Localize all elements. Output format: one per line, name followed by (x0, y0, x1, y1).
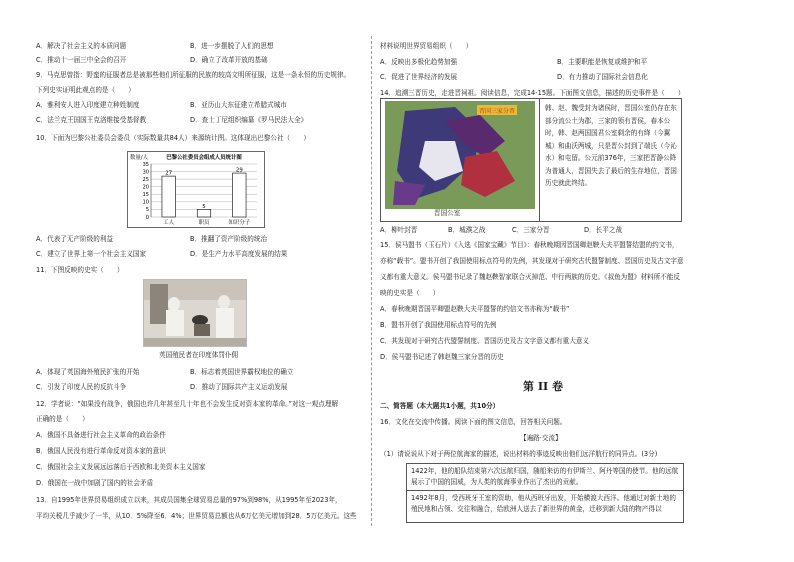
q10-opt-a[interactable]: A．代表了无产阶级的利益 (36, 235, 114, 243)
chart-title: 巴黎公社委员会组成人员统计图 (166, 155, 242, 161)
q11-opt-c[interactable]: C．引发了印度人民的反抗斗争 (36, 383, 127, 391)
q12-opt-b[interactable]: B．俄国人民没有进行革命反对资本家的意识 (36, 447, 166, 455)
q12-stem-b: 正确的是（ ） (36, 415, 89, 423)
q9-opt-c[interactable]: C．法兰克王国国王克洛维接受基督教 (36, 116, 147, 124)
q15-opt-c[interactable]: C．其发现对于研究古代盟誓制度、晋国历史及古文字意义都有重大意义 (380, 337, 590, 345)
q14-opt-d[interactable]: D．长平之战 (584, 226, 623, 234)
q12-opt-a[interactable]: A．俄国不具备进行社会主义革命的政治条件 (36, 431, 166, 439)
bar-value-label: 27 (165, 170, 173, 177)
jin-map (385, 101, 535, 209)
section-heading: 二、简答题（本大题共1小题，共10分） (380, 402, 500, 410)
q13-stem: 13．自1995年世界贸易组织成立以来，其成员国集全球贸易总量的97%到98%，从1995年至2023年， (36, 496, 342, 504)
q11-opt-b[interactable]: B．标志着英国世界霸权地位的确立 (190, 368, 294, 376)
bar (162, 176, 175, 217)
q8-opt-a[interactable]: A．解决了社会主义的本质问题 (36, 42, 127, 50)
q13-opt-a[interactable]: A．反映出多极化趋势加强 (380, 58, 458, 66)
q9-stem: 9．马克思曾指：野蛮的征服者总是被那些他们所征服的民族的较高文明所征服，这是一条永恒的历史规律。 (36, 71, 351, 79)
y-tick-label: 30 (142, 169, 149, 176)
historical-photo (143, 279, 247, 347)
q16-stem: 16．文化在交流中传播。阅读下面的图文信息，回答相关问题。 (380, 418, 567, 426)
q10-opt-b[interactable]: B．推翻了资产阶级的统治 (190, 235, 268, 243)
bar-value-label: 5 (202, 203, 206, 210)
q14-stem: 14．追溯三晋历史，走进晋祠祖。阅读信息，完成14-15题。下面图文信息，描述的历史事件是（ ） (380, 89, 685, 97)
q9-opt-a[interactable]: A．雅利安人进入印度建立种姓制度 (36, 101, 140, 109)
q13-opt-b[interactable]: B．主要职能是恢复或维护和平 (557, 58, 648, 66)
bar (233, 173, 246, 217)
q9-stem-b: 下列史实证明此观点的是（ ） (36, 86, 135, 94)
q13-stem-b: 平均关税几乎减少了一半，从10．5%降至6．4%；世界贸易总额也从6万亿美元增加到28．5万亿美元。这些 (36, 512, 357, 520)
y-tick-label: 15 (142, 192, 149, 199)
y-tick-label: 35 (142, 161, 149, 168)
info-text: 韩、赵、魏受封为诸侯时，晋国公室仍存在东部分流公土为郡，三家的领有晋侯，春本公时，韩、赵两国国君公室剩余的有绛（今翼城）和曲沃两城，只是晋公封到了端氏（今沁水）和屯留。公元前376年，三家把晋静公降为普通人，晋国失去了最后的生存地位，晋国历史就此终结。 (545, 104, 677, 187)
box-text-2: 1492年8月，受西班牙王室的资助，他从西班牙出发，开始横渡大西洋。他通过对新土地的殖民地和占领、交往和融合，给欧洲人送去了新世界的黄金，迁移到新大陆的物产得以 (411, 494, 676, 513)
q11-stem: 11．下图反映的史实（ ） (36, 266, 124, 274)
q12-stem: 12．学者说：“如果没有战争，俄国也许几年甚至几十年也不会发生反对资本家的革命。”对这一观点理解 (36, 400, 339, 408)
image-caption: 英国殖民者在印度体罚仆佣 (159, 351, 239, 359)
q8-opt-b[interactable]: B．进一步摆脱了人们的思想 (190, 42, 274, 50)
q12-opt-d[interactable]: D．俄国在一战中加剧了国内的社会矛盾 (36, 479, 154, 487)
y-tick-label: 0 (145, 214, 149, 221)
photo-illustration (144, 280, 246, 346)
chart-ylabel: 数量/人 (130, 155, 148, 161)
box-text-1: 1422年，他的船队结束第六次远航归国，随船来访的有伊斯兰、阿丹等国的使节。他的远航展示了中国的国威，为人类的航海事业作出了杰出的贡献。 (411, 467, 679, 486)
q14-opt-b[interactable]: B．城濮之战 (448, 226, 486, 234)
q14-opt-c[interactable]: C．三家分晋 (512, 226, 550, 234)
x-tick-label: 知识分子 (228, 220, 251, 226)
q16-subtitle: 【遍路·交流】 (520, 434, 562, 442)
map-label: 晋国公室 (434, 209, 461, 217)
q11-opt-d[interactable]: D．推动了国际共产主义运动发展 (190, 383, 288, 391)
q10-opt-c[interactable]: C．建立了世界上第一个社会主义国家 (36, 250, 147, 258)
y-tick-label: 25 (142, 176, 149, 183)
q9-opt-b[interactable]: B．亚历山大东征建立希腊式城市 (190, 101, 287, 109)
q15-opt-b[interactable]: B．盟书开创了我国使用标点符号的先例 (380, 321, 497, 329)
q9-opt-d[interactable]: D．查士丁尼组织编纂《罗马民法大全》 (190, 116, 308, 124)
part-title: 第 II 卷 (523, 380, 563, 393)
q10-opt-d[interactable]: D．是生产力水平高度发展的结果 (190, 250, 288, 258)
q10-stem: 10．下面为巴黎公社委员会委员（实际数量共84人）来源统计图。这体现出巴黎公社（ ） (36, 134, 310, 142)
q8-opt-d[interactable]: D．确立了改革开放的基础 (190, 56, 268, 64)
x-tick-label: 工人 (163, 220, 175, 226)
q15-stem-b: 亦称“载书”。盟书开创了我国使用标点符号的先例，其发现对于研究古代盟誓制度、晋国历史及古文字意 (380, 257, 684, 265)
q13-stem-c: 材料说明世界贸易组织（ ） (380, 42, 473, 50)
q15-stem-d: 映的史实是（ ） (380, 289, 440, 297)
q15-opt-a[interactable]: A．春秋晚期晋国平卿盟赵鞅大夫平盟誓的约信文书亦称为“载书” (380, 305, 570, 313)
navigator-table (406, 463, 684, 523)
y-tick-label: 20 (142, 184, 149, 191)
bar (197, 209, 210, 217)
map-title: 晋国三家分晋 (478, 108, 516, 115)
q15-stem-c: 义都有重大意义。侯马盟书记录了魏赵鞅智家联合灭掉范、中行两族的历史。《叔鱼为盟》材料所不能反 (380, 273, 681, 281)
y-tick-label: 5 (145, 207, 149, 214)
q15-stem: 15．侯马盟书（玉石片）《入选《国家宝藏》节目》：春秋晚期因晋国卿赵鞅大夫平盟誓结盟的约文书， (380, 241, 679, 249)
q15-opt-d[interactable]: D．侯马盟书记述了韩赵魏三家分晋的历史 (380, 353, 504, 361)
bar-chart (127, 151, 265, 228)
q13-opt-d[interactable]: D．有力推动了国际社会信息化 (557, 73, 648, 81)
y-tick-label: 10 (142, 199, 149, 206)
bar-value-label: 29 (235, 167, 243, 174)
q8-opt-c[interactable]: C．推动十一届三中全会的召开 (36, 56, 127, 64)
q14-opt-a[interactable]: A．柳叶封晋 (380, 226, 418, 234)
q12-opt-c[interactable]: C．俄国社会主义发展远远落后于西欧和北美资本主义国家 (36, 463, 206, 471)
map-info-table (380, 98, 682, 222)
x-tick-label: 职员 (198, 220, 210, 226)
q11-opt-a[interactable]: A．体现了英国海外殖民扩张的开始 (36, 368, 140, 376)
q16-part1: （1）请说说从下对于两位航海家的描述，说出材料的事迹反映出他们远洋航行的同异点。(3分) (380, 450, 658, 458)
q13-opt-c[interactable]: C．促进了世界经济的发展 (380, 73, 458, 81)
column-divider (371, 36, 372, 526)
